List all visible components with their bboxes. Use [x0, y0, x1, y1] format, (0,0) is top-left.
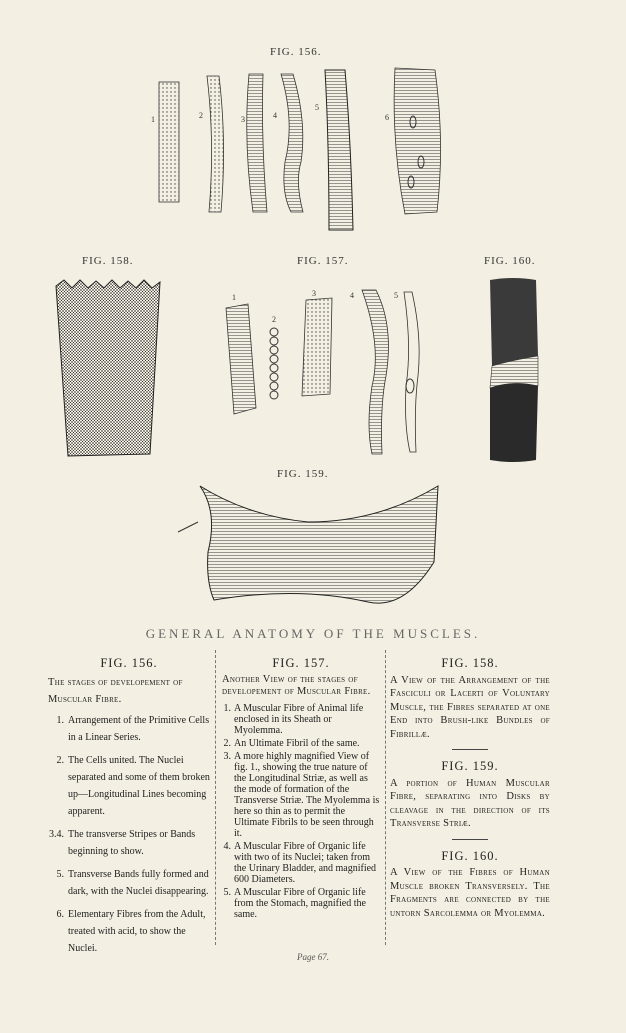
page-heading: GENERAL ANATOMY OF THE MUSCLES. — [145, 626, 481, 641]
list-item: 3. A more highly magnified View of fig. 1., showing the true nature of the Longitudinal Striæ, as well as the mode of formation of the Transverse Striæ. The Myolemma is here so thin as to permit the Ultimate Fibrils to be seen through it. — [223, 750, 380, 839]
fig157-part5 — [404, 292, 419, 452]
list-item: 6. Elementary Fibres from the Adult, treated with acid, to show the Nuclei. — [56, 908, 206, 954]
page-number: Page 67. — [297, 952, 329, 962]
col3-text-160: A View of the Fibres of Human Muscle broken Transversely. The Fragments are connected by the untorn Sarcolemma or Myolemma. — [390, 867, 550, 919]
col3-title-158: FIG. 158. — [441, 656, 499, 670]
fig156-num3: 3 — [241, 115, 245, 124]
fig156-num1: 1 — [151, 115, 155, 124]
fig156-num5: 5 — [315, 103, 319, 112]
list-item: 4. A Muscular Fibre of Organic life with two of its Nuclei; taken from the Urinary Bladder, and magnified 600 Diameters. — [223, 840, 377, 885]
fig156-part3 — [247, 74, 267, 212]
fig156-part2 — [207, 76, 224, 212]
fig157-num2: 2 — [272, 315, 276, 324]
fig156-num2: 2 — [199, 111, 203, 120]
section-rule — [452, 839, 488, 840]
fig157-part2 — [270, 328, 278, 399]
fig158-label: FIG. 158. — [82, 255, 134, 267]
col2-intro: Another View of the stages of developement of Muscular Fibre. — [222, 673, 371, 697]
fig159-illustration — [178, 482, 442, 612]
col1-title: FIG. 156. — [100, 656, 158, 670]
list-item: 1. A Muscular Fibre of Animal life enclosed in its Sheath or Myolemma. — [223, 702, 364, 736]
fig156-part4 — [281, 74, 303, 212]
caption-column-fig158-160 — [390, 657, 550, 924]
fig157-num1: 1 — [232, 293, 236, 302]
fig156-illustration — [145, 62, 455, 222]
col3-title-160: FIG. 160. — [441, 848, 499, 863]
section-rule — [452, 749, 488, 750]
fig157-illustration — [222, 286, 432, 456]
col1-intro: The stages of developement of Muscular Fibre. — [48, 676, 183, 705]
fig157-label: FIG. 157. — [297, 255, 349, 267]
fig157-num4: 4 — [350, 291, 354, 300]
caption-column-fig157 — [222, 657, 380, 922]
col3-title-159: FIG. 159. — [441, 759, 499, 773]
col3-text-158: A View of the Arrangement of the Fasciculi or Lacerti of Voluntary Muscle, the Fibres separated at one End into Brush-like Bundles of Fibrillæ. — [390, 674, 550, 740]
fig156-label: FIG. 156. — [270, 46, 322, 58]
fig156-part6 — [394, 68, 440, 214]
fig157-part3 — [302, 298, 332, 396]
fig160-illustration — [486, 276, 540, 464]
list-item: 3.4. The transverse Stripes or Bands beginning to show. — [49, 828, 196, 857]
fig157-num3: 3 — [312, 289, 316, 298]
col3-text-159: A portion of Human Muscular Fibre, separating into Disks by cleavage in the direction of its Transverse Striæ. — [390, 777, 550, 829]
fig157-part1 — [226, 304, 256, 414]
fig160-label: FIG. 160. — [484, 255, 536, 267]
list-item: 5. Transverse Bands fully formed and dark, with the Nuclei disappearing. — [56, 868, 209, 897]
column-divider-2 — [385, 650, 386, 945]
list-item: 2. The Cells united. The Nuclei separated and some of them broken up—Longitudinal Lines becoming apparent. — [56, 754, 210, 817]
fig157-part4 — [362, 290, 388, 454]
column-divider-1 — [215, 650, 216, 945]
fig157-num5: 5 — [394, 291, 398, 300]
list-item: 1. Arrangement of the Primitive Cells in a Linear Series. — [56, 714, 210, 743]
fig156-part1 — [159, 82, 179, 202]
list-item: 2. An Ultimate Fibril of the same. — [223, 737, 360, 749]
fig156-part5 — [325, 70, 353, 230]
col2-title: FIG. 157. — [272, 656, 330, 670]
fig156-num6: 6 — [385, 113, 389, 122]
caption-column-fig156 — [48, 657, 210, 963]
fig156-num4: 4 — [273, 111, 277, 120]
list-item: 5. A Muscular Fibre of Organic life from the Stomach, magnified the same. — [223, 886, 366, 920]
fig158-illustration — [54, 278, 162, 458]
fig159-label: FIG. 159. — [277, 468, 329, 480]
